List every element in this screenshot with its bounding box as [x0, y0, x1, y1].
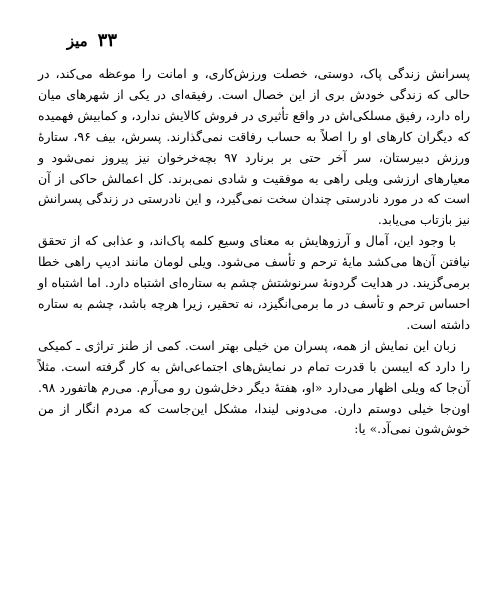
- page-header: [67, 30, 117, 51]
- running-title: میز: [66, 32, 88, 50]
- page-number: ۳۳: [97, 30, 117, 51]
- body-text: [38, 64, 470, 440]
- paragraph: پسرانش زندگی پاک، دوستی، خصلت ورزش‌کاری، و امانت را موعظه می‌کند، در حالی که زندگی خودش بری از این خصال است. رفیقه‌ای در یکی از شهرهای میان راه دارد، رفیق مسلکی‌اش در واقع تأثیری در فروش کالایش ندارد، و کمابیش فهمیده که دیگران کارهای او را اصلاً به حساب رفاقت نمی‌گذارند. پسرش، بیف ۹۶، ستارهٔ ورزش دبیرستان، سر آخر حتی بر برنارد ۹۷ بچه‌خرخوان نیز پیروز نمی‌شود و معیارهای ارزشی ویلی راهی به موفقیت و شادی نمی‌برند. کل اعمالش حاکی از آن است که در مورد نادرستی چندان سخت نمی‌گیرد، و این نادرستی در زندگی پسرانش نیز بازتاب می‌یابد.: [38, 66, 470, 228]
- paragraph: با وجود این، آمال و آرزوهایش به معنای وسیع کلمه پاک‌اند، و عذابی که از تحقق نیافتن آن‌ها می‌کشد مایهٔ ترحم و تأسف می‌شود. ویلی لومان مانند ادیپ راهی خطا برمی‌گزیند. در هدایت گردونهٔ سرنوشتش چشم به ستاره‌ای اشتباه دارد. اما اشتباه او احساس ترحم و تأسف در ما برمی‌انگیزد، نه تحقیر، زیرا هرچه باشد، چشم به ستاره داشته است.: [38, 233, 470, 332]
- paragraph: زبان این نمایش از همه، پسران من خیلی بهتر است. کمی از طنز تراژی ـ کمیکی را دارد که ایبسن با قدرت تمام در نمایش‌های اجتماعی‌اش به کار گرفته است. مثلاً آن‌جا که ویلی اظهار می‌دارد «او، هفتهٔ دیگر دخل‌شون رو می‌آرم. می‌رم هاتفورد ۹۸. اون‌جا خیلی دوستم دارن. می‌دونی لیندا، مشکل این‌جاست که مردم انگار از من خوش‌شون نمی‌آد.» یا:: [38, 337, 470, 437]
